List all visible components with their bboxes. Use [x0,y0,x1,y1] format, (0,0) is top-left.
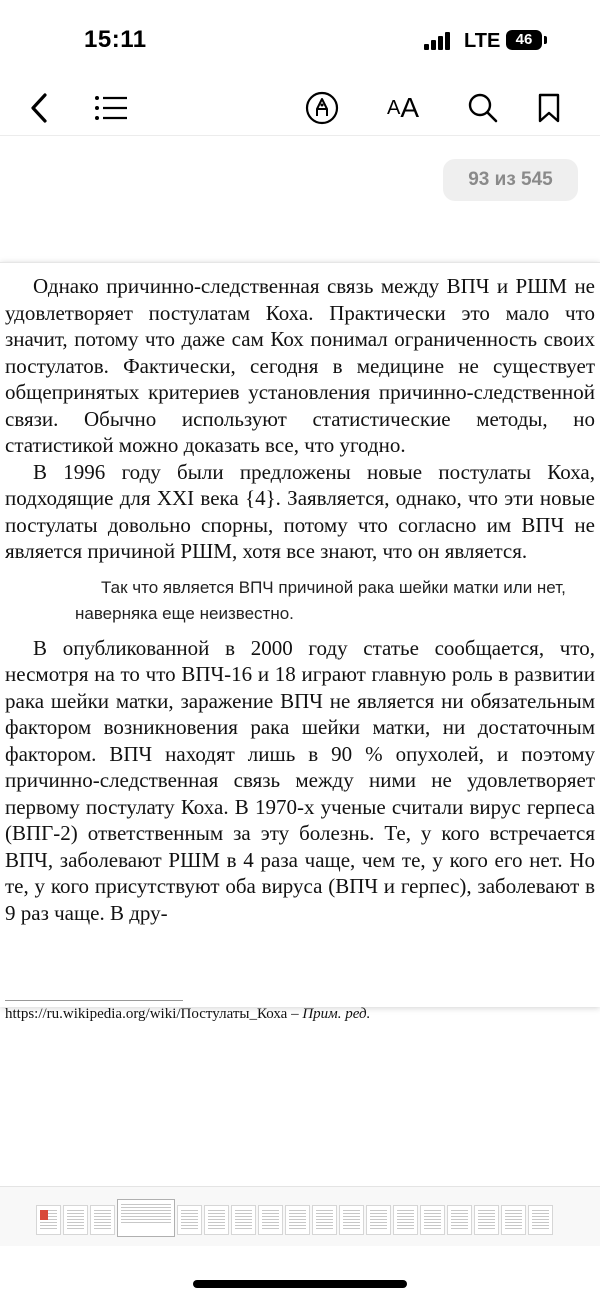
paragraph-3: В опубликованной в 2000 году статье сообщается, что, несмотря на то что ВПЧ-16 и 18 играют главную роль в развитии рака шейки матки, заражение ВПЧ не является ни обязательным фактором возникновения рака шейки матки, ни достаточным фактором. ВПЧ находят лишь в 90 % опухолей, и поэтому причинно-следственная связь между ними не удовлетворяет первому постулату Коха. В 1970-х ученые считали вирус герпеса (ВПГ-2) ответственным за эту болезнь. Те, у кого встречается ВПЧ, заболевают РШМ в 4 раза чаще, чем те, у кого его нет. Но те, у кого присутствуют оба вируса (ВПЧ и герпес), заболевают в 9 раз чаще. В дру- [5,635,595,925]
back-button[interactable] [22,80,56,136]
status-bar [0,0,600,80]
thumbnail-row [36,1205,553,1235]
network-type: LTE [464,30,501,52]
text-size-big-a: A [400,92,420,123]
chevron-left-icon [29,93,49,123]
page-thumbnail[interactable] [285,1205,310,1235]
text-size-button[interactable] [382,80,424,136]
list-icon [94,95,128,121]
footnote-editor-note: Прим. ред. [302,1006,371,1022]
page-thumbnail[interactable] [447,1205,472,1235]
footnote-url: https://ru.wikipedia.org/wiki/Постулаты_Коха – [5,1006,303,1022]
page-thumbnail[interactable] [231,1205,256,1235]
page-thumbnail-strip[interactable] [0,1186,600,1246]
page-counter: 93 из 545 [443,159,578,201]
page-text [5,273,595,926]
page-thumbnail[interactable] [63,1205,88,1235]
text-size-small-a: A [386,96,401,119]
page-thumbnail[interactable] [312,1205,337,1235]
pen-circle-icon [305,91,339,125]
search-button[interactable] [466,80,500,136]
page-thumbnail[interactable] [90,1205,115,1235]
page-thumbnail[interactable] [366,1205,391,1235]
page-thumbnail[interactable] [339,1205,364,1235]
table-of-contents-button[interactable] [92,80,130,136]
search-icon [468,93,498,123]
book-page[interactable] [0,262,600,1022]
bookmark-button[interactable] [534,80,564,136]
page-thumbnail[interactable] [393,1205,418,1235]
paragraph-2: В 1996 году были предложены новые постулаты Коха, подходящие для XXI века {4}. Заявляется, однако, что эти новые постулаты довольно спорны, потому что согласно им ВПЧ не является причиной РШМ, хотя все знают, что он является. [5,459,595,563]
page-thumbnail[interactable] [204,1205,229,1235]
page-thumbnail[interactable] [501,1205,526,1235]
page-thumbnail[interactable] [474,1205,499,1235]
pull-quote: Так что является ВПЧ причиной рака шейки матки или нет, наверняка еще неизвестно. [75,577,566,623]
bookmark-icon [538,93,560,123]
page-thumbnail[interactable] [36,1205,61,1235]
paragraph-1: Однако причинно-следственная связь между ВПЧ и РШМ не удовлетворяет постулатам Коха. Практически это мало что значит, потому что даже сам Кох понимал ограниченность своих постулатов. Фактически, сегодня в медицине не существует общепринятых критериев установления причинно-следственной связи. Обычно используют статистические методы, но статистикой можно доказать все, что угодно. [5,274,595,457]
footnote [5,1006,370,1023]
current-page-thumbnail[interactable] [117,1199,175,1237]
annotate-button[interactable] [304,80,340,136]
page-thumbnail[interactable] [420,1205,445,1235]
reader-toolbar [0,80,600,136]
page-thumbnail[interactable] [177,1205,202,1235]
battery-tip [544,36,547,44]
page-thumbnail[interactable] [528,1205,553,1235]
footnote-divider [5,1000,183,1001]
home-indicator[interactable] [193,1280,407,1288]
status-time: 15:11 [84,26,147,53]
battery-icon: 46 [506,30,542,50]
page-thumbnail[interactable] [258,1205,283,1235]
signal-strength-icon [424,32,452,50]
